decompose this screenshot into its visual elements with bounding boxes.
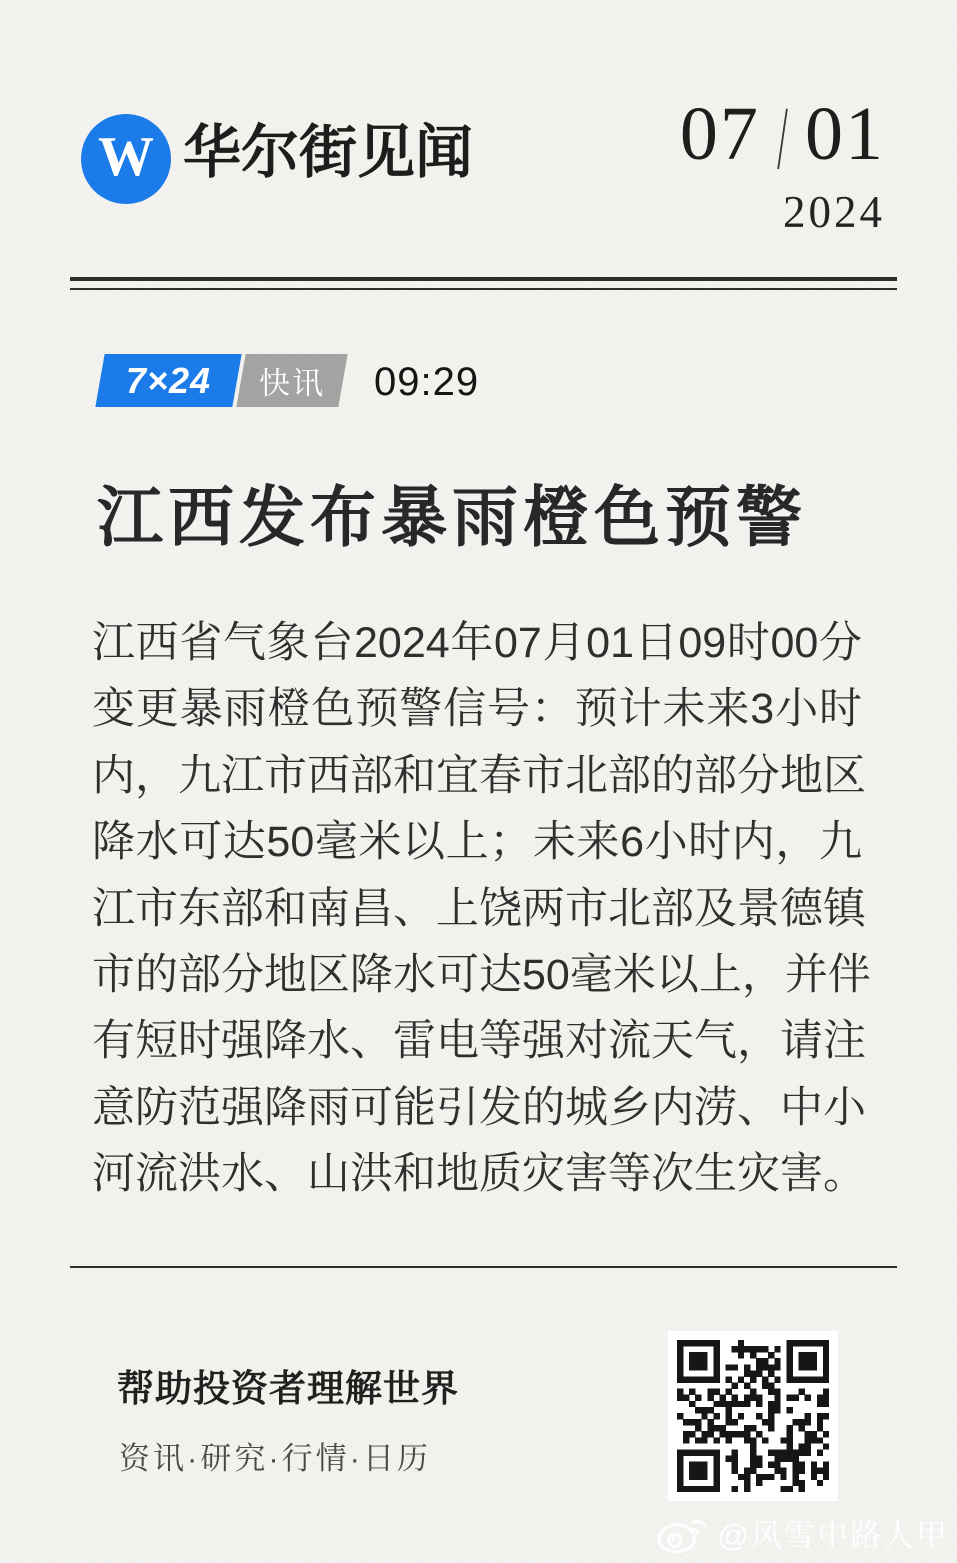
article-body	[92, 610, 871, 1208]
badge-7x24	[95, 354, 241, 407]
header-divider-thick	[70, 277, 897, 281]
body-line: 市的部分地区降水可达50毫米以上，并伴	[92, 950, 871, 999]
date-day: 01	[805, 92, 885, 176]
date-block	[679, 89, 885, 189]
body-line: 意防范强降雨可能引发的城乡内涝、中小	[92, 1083, 866, 1132]
header-divider-thin	[70, 288, 897, 290]
watermark-text: @风雪中路人甲	[717, 1518, 949, 1553]
body-line: 变更暴雨橙色预警信号：预计未来3小时	[92, 685, 862, 734]
footer-divider	[70, 1266, 897, 1268]
footer-slogan: 帮助投资者理解世界	[117, 1368, 459, 1409]
badge-7x24-label: 7×24	[125, 359, 212, 401]
body-line: 江西省气象台2024年07月01日09时00分	[92, 619, 862, 667]
wallstreetcn-logo-icon	[81, 114, 171, 204]
qr-code-icon	[677, 1340, 829, 1492]
body-line: 内，九江市西部和宜春市北部的部分地区	[92, 751, 866, 800]
article-headline: 江西发布暴雨橙色预警	[97, 482, 807, 555]
footer-services: 资讯·研究·行情·日历	[119, 1441, 431, 1476]
logo-letter: W	[98, 126, 154, 188]
body-line: 江市东部和南昌、上饶两市北部及景德镇	[92, 884, 866, 933]
brand-title: 华尔街见闻	[183, 120, 474, 185]
qr-code	[668, 1331, 838, 1501]
date-month: 07	[679, 92, 760, 176]
flash-time: 09:29	[374, 360, 480, 404]
date-year: 2024	[783, 187, 885, 237]
body-line: 河流洪水、山洪和地质灾害等次生灾害。	[92, 1150, 866, 1199]
weibo-icon	[655, 1512, 709, 1554]
watermark	[655, 1510, 949, 1555]
date-separator: /	[777, 89, 788, 189]
body-line: 有短时强降水、雷电等强对流天气，请注	[92, 1017, 866, 1066]
badge-flash-label: 快讯	[259, 366, 325, 401]
body-line: 降水可达50毫米以上；未来6小时内，九	[92, 818, 862, 867]
badge-flash	[236, 354, 347, 407]
